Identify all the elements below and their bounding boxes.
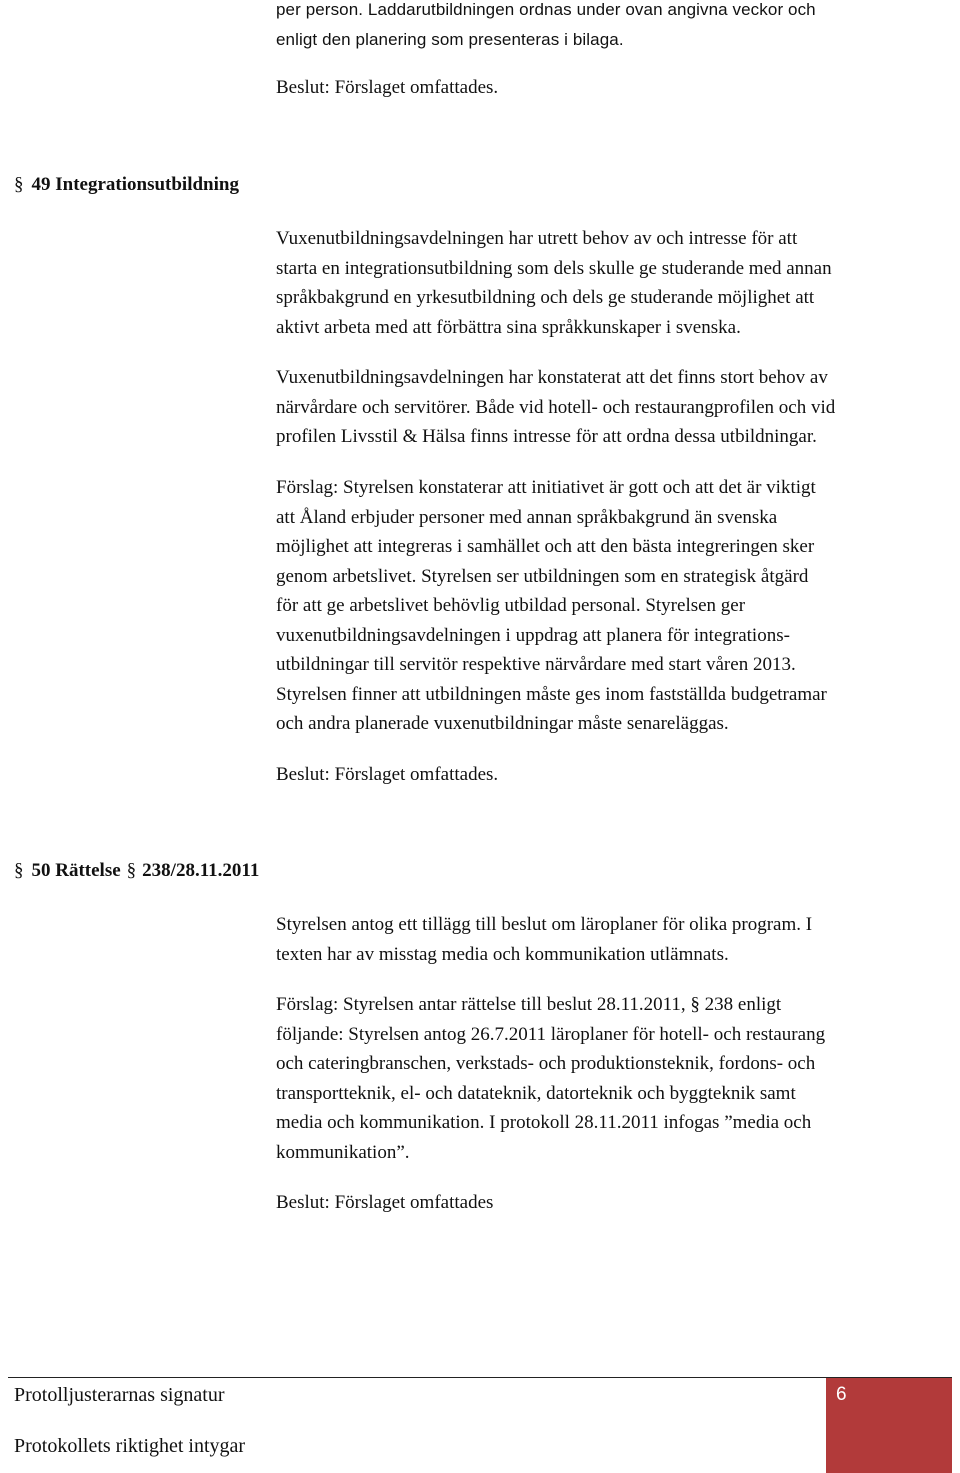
paragraph-line: Vuxenutbildningsavdelningen har utrett behov av och intresse för att: [276, 228, 798, 249]
section-49-title: 49 Integrationsutbildning: [31, 174, 239, 195]
paragraph-line: genom arbetslivet. Styrelsen ser utbildningen som en strategisk åtgärd: [276, 565, 809, 587]
decision-label: Beslut:: [276, 1192, 330, 1213]
paragraph-line: starta en integrationsutbildning som dels skulle ge studerande med annan: [276, 257, 832, 279]
section-50-reference: 238/28.11.2011: [142, 860, 260, 881]
page-number: 6: [836, 1384, 847, 1405]
section-symbol: §: [126, 860, 137, 881]
section-50-decision: [276, 1188, 946, 1218]
footer-divider: [8, 1377, 952, 1378]
paragraph-line: aktivt arbeta med att förbättra sina språkkunskaper i svenska.: [276, 316, 741, 338]
paragraph-line: följande: Styrelsen antog 26.7.2011 läroplaner för hotell- och restaurang: [276, 1023, 826, 1045]
paragraph-line: utbildningar till servitör respektive närvårdare med start våren 2013.: [276, 654, 796, 675]
paragraph-line: närvårdare och servitörer. Både vid hotell- och restaurangprofilen och vid: [276, 396, 836, 418]
paragraph-line: och cateringbranschen, verkstads- och produktionsteknik, fordons- och: [276, 1053, 816, 1074]
paragraph-line: vuxenutbildningsavdelningen i uppdrag att planera för integrations-: [276, 624, 790, 646]
section-50-paragraph-1: [276, 910, 946, 969]
section-49-paragraph-2: [276, 363, 946, 452]
proposal-text: Styrelsen antar rättelse till beslut 28.11.2011, § 238 enligt: [338, 994, 782, 1015]
paragraph-line: [276, 473, 946, 503]
paragraph-line: Vuxenutbildningsavdelningen har konstaterat att det finns stort behov av: [276, 367, 828, 388]
paragraph-line: och andra planerade vuxenutbildningar måste senareläggas.: [276, 713, 729, 734]
paragraph-line: för att ge arbetslivet behövlig utbildad personal. Styrelsen ger: [276, 595, 746, 616]
decision-text: Förslaget omfattades: [329, 1192, 494, 1213]
section-49-paragraph-1: [276, 224, 946, 342]
paragraph-line: media och kommunikation. I protokoll 28.11.2011 infogas ”media och: [276, 1112, 812, 1133]
decision-label: Beslut:: [276, 77, 330, 98]
proposal-label: Förslag:: [276, 477, 339, 498]
paragraph-line: Styrelsen antog ett tillägg till beslut om läroplaner för olika program. I: [276, 914, 813, 935]
intro-line: enligt den planering som presenteras i bilaga.: [276, 29, 624, 49]
intro-line: per person. Laddarutbildningen ordnas under ovan angivna veckor och: [276, 0, 816, 19]
intro-decision: [276, 73, 946, 103]
proposal-label: Förslag:: [276, 994, 339, 1015]
paragraph-line: texten har av misstag media och kommunikation utlämnats.: [276, 943, 729, 965]
intro-paragraph: [276, 0, 946, 54]
paragraph-line: att Åland erbjuder personer med annan språkbakgrund än svenska: [276, 506, 778, 528]
paragraph-line: kommunikation”.: [276, 1141, 410, 1163]
section-50-proposal: [276, 990, 946, 1167]
paragraph-line: transportteknik, el- och datateknik, datorteknik och byggteknik samt: [276, 1082, 796, 1104]
decision-label: Beslut:: [276, 764, 330, 785]
signature-label: Protolljusterarnas signatur: [14, 1384, 225, 1406]
paragraph-line: möjlighet att integreras i samhället och att den bästa integreringen sker: [276, 536, 815, 557]
paragraph-line: språkbakgrund en yrkesutbildning och dels ge studerande möjlighet att: [276, 287, 815, 308]
paragraph-line: profilen Livsstil & Hälsa finns intresse för att ordna dessa utbildningar.: [276, 426, 817, 447]
section-49-proposal: [276, 473, 946, 739]
proposal-text: Styrelsen konstaterar att initiativet är gott och att det är viktigt: [338, 477, 816, 498]
section-symbol: §: [14, 174, 24, 195]
verification-label: Protokollets riktighet intygar: [14, 1435, 246, 1457]
paragraph-line: [276, 990, 946, 1020]
section-symbol: §: [14, 860, 24, 881]
decision-text: Förslaget omfattades.: [329, 77, 499, 98]
section-49-decision: [276, 760, 946, 790]
section-50-title: 50 Rättelse: [31, 860, 121, 881]
section-49-heading: [14, 174, 239, 196]
paragraph-line: Styrelsen finner att utbildningen måste ges inom fastställda budgetramar: [276, 683, 827, 705]
decision-text: Förslaget omfattades.: [329, 764, 499, 785]
section-50-heading: [14, 860, 259, 882]
